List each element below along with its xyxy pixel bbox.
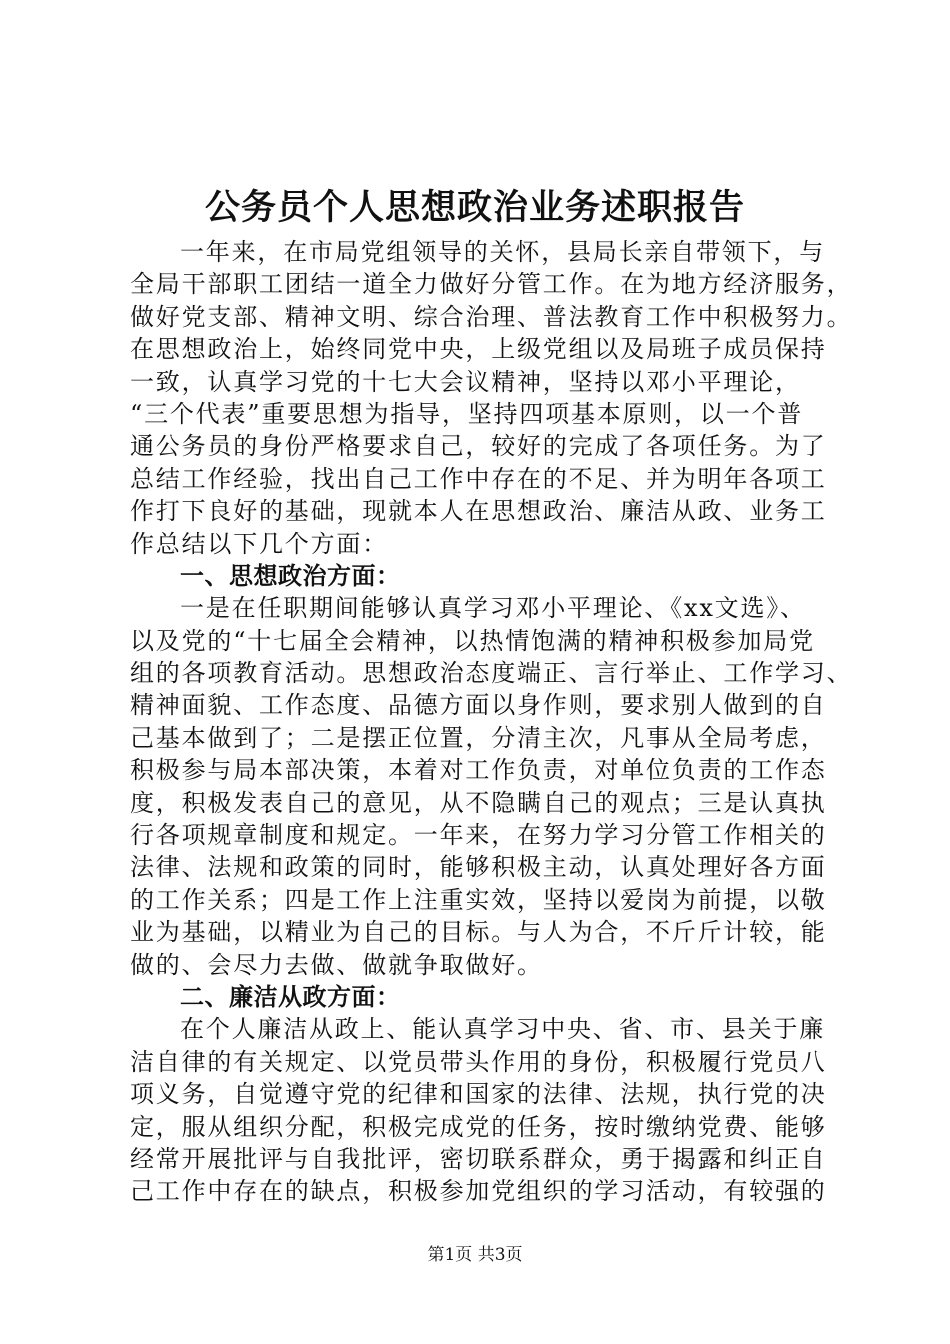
section-heading: 一、思想政治方面： bbox=[180, 560, 401, 590]
paragraph-line: 组的各项教育活动。思想政治态度端正、言行举止、工作学习、 bbox=[130, 659, 853, 688]
page-number: 第1页 共3页 bbox=[427, 1245, 523, 1265]
paragraph-line: 在思想政治上，始终同党中央，上级党组以及局班子成员保持 bbox=[130, 335, 827, 364]
paragraph-line: 作总结以下几个方面： bbox=[130, 529, 388, 558]
paragraph-line: 业为基础，以精业为自己的目标。与人为合，不斤斤计较，能 bbox=[130, 918, 827, 947]
paragraph-line: 一致，认真学习党的十七大会议精神，坚持以邓小平理论， bbox=[130, 367, 801, 396]
paragraph-line: 总结工作经验，找出自己工作中存在的不足、并为明年各项工 bbox=[130, 464, 827, 493]
paragraph-line: 项义务，自觉遵守党的纪律和国家的法律、法规，执行党的决 bbox=[130, 1080, 827, 1109]
paragraph-line: 作打下良好的基础，现就本人在思想政治、廉洁从政、业务工 bbox=[130, 497, 827, 526]
paragraph-line: 全局干部职工团结一道全力做好分管工作。在为地方经济服务， bbox=[130, 270, 853, 299]
paragraph-line: 通公务员的身份严格要求自己，较好的完成了各项任务。为了 bbox=[130, 432, 827, 461]
section-heading: 二、廉洁从政方面： bbox=[180, 981, 401, 1011]
paragraph-line: 洁自律的有关规定、以党员带头作用的身份，积极履行党员八 bbox=[130, 1047, 827, 1076]
paragraph-line: 积极参与局本部决策，本着对工作负责，对单位负责的工作态 bbox=[130, 756, 827, 785]
paragraph-line: 己工作中存在的缺点，积极参加党组织的学习活动，有较强的 bbox=[130, 1177, 827, 1206]
paragraph-line: 己基本做到了；二是摆正位置，分清主次，凡事从全局考虑， bbox=[130, 723, 827, 752]
paragraph-line: 一年来，在市局党组领导的关怀，县局长亲自带领下，与 bbox=[180, 238, 825, 266]
paragraph-line: “三个代表”重要思想为指导，坚持四项基本原则，以一个普 bbox=[130, 399, 804, 428]
paragraph-line: 精神面貌、工作态度、品德方面以身作则，要求别人做到的自 bbox=[130, 691, 827, 720]
page-title: 公务员个人思想政治业务述职报告 bbox=[204, 187, 745, 228]
paragraph-line: 经常开展批评与自我批评，密切联系群众，勇于揭露和纠正自 bbox=[130, 1144, 827, 1173]
paragraph-line: 以及党的“十七届全会精神，以热情饱满的精神积极参加局党 bbox=[130, 626, 815, 655]
paragraph-line: 在个人廉洁从政上、能认真学习中央、省、市、县关于廉 bbox=[180, 1015, 825, 1044]
paragraph-line: 定，服从组织分配，积极完成党的任务，按时缴纳党费、能够 bbox=[130, 1112, 827, 1141]
paragraph-line: 做的、会尽力去做、做就争取做好。 bbox=[130, 950, 543, 979]
paragraph-line: 度，积极发表自己的意见，从不隐瞒自己的观点；三是认真执 bbox=[130, 788, 827, 817]
paragraph-line: 做好党支部、精神文明、综合治理、普法教育工作中积极努力。 bbox=[130, 302, 853, 331]
paragraph-line: 行各项规章制度和规定。一年来，在努力学习分管工作相关的 bbox=[130, 821, 827, 850]
paragraph-line: 法律、法规和政策的同时，能够积极主动，认真处理好各方面 bbox=[130, 853, 827, 882]
paragraph-line: 的工作关系；四是工作上注重实效，坚持以爱岗为前提，以敬 bbox=[130, 885, 827, 914]
paragraph-line: 一是在任职期间能够认真学习邓小平理论、《xx文选》、 bbox=[180, 594, 806, 623]
document-body bbox=[130, 236, 853, 1208]
